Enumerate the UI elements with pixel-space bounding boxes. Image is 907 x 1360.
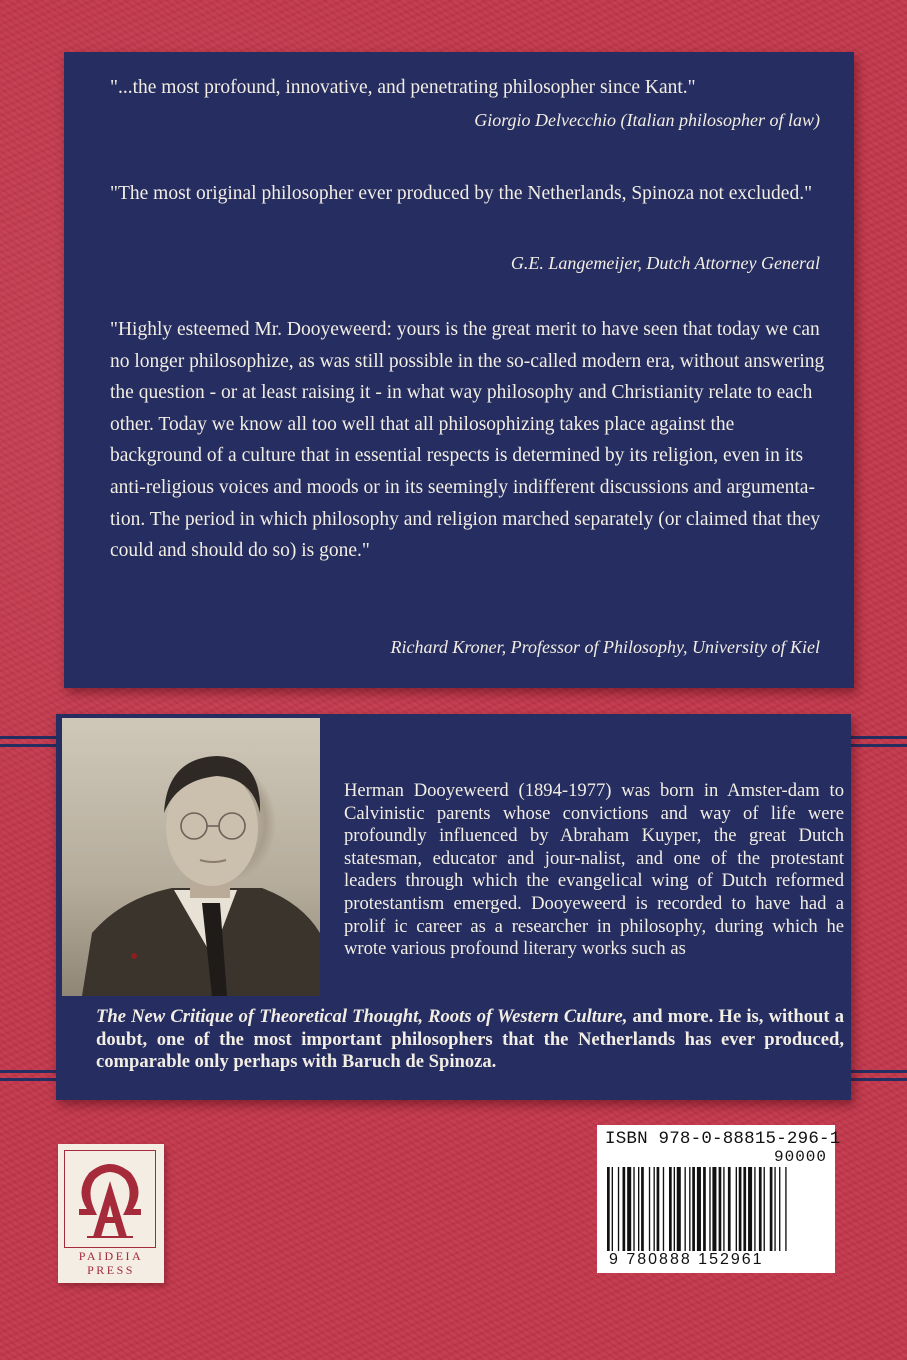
barcode-bar — [743, 1167, 746, 1251]
barcode-bar — [627, 1167, 631, 1251]
price-code: 90000 — [773, 1148, 827, 1166]
barcode-bar — [654, 1167, 655, 1251]
quote-text: "...the most profound, innovative, and penetrating philosopher since Kant." — [110, 77, 696, 98]
quotes-panel — [64, 52, 854, 688]
barcode-bar — [677, 1167, 681, 1251]
barcode-bar — [657, 1167, 660, 1251]
barcode-bar — [663, 1167, 664, 1251]
barcode-bar — [748, 1167, 752, 1251]
quote-text: "Highly esteemed Mr. Dooyeweerd: yours is the great merit to have seen that today we can no longer philosophize, as was still possible in the so-called modern era, without answering the question - or at least raising it - in what way philosophy and Christianity relate to each other. Today we know all too well that all philosophizing takes place against the background of a culture that in essential respects is determined by its religion, even in its anti-religious voices and moods or in its seemingly indifferent discussions and argumenta-tion. The period in which philosophy and religion marched separately (or claimed that they could and should do so) is gone." — [110, 319, 825, 562]
barcode-bar — [736, 1167, 737, 1251]
barcode-bar — [685, 1167, 686, 1251]
barcode-bar — [779, 1167, 780, 1251]
barcode-bar — [638, 1167, 639, 1251]
barcode-bar — [641, 1167, 644, 1251]
biography-text-lower — [96, 1006, 844, 1074]
alpha-omega-icon — [65, 1151, 155, 1247]
barcode-bar — [712, 1167, 716, 1251]
barcode-bar — [764, 1167, 765, 1251]
quote-text: "The most original philosopher ever produced by the Netherlands, Spinoza not excluded." — [110, 183, 813, 204]
quote-attribution: Richard Kroner, Professor of Philosophy, University of Kiel — [390, 637, 820, 657]
isbn-barcode — [597, 1125, 841, 1273]
barcode-bar — [774, 1167, 775, 1251]
logo-frame — [64, 1150, 156, 1248]
author-portrait — [62, 718, 320, 996]
barcode-bar — [689, 1167, 690, 1251]
barcode-bar — [754, 1167, 755, 1251]
barcode-bar — [669, 1167, 672, 1251]
publisher-logo — [58, 1144, 164, 1283]
portrait-illustration — [62, 718, 320, 996]
works-titles: The New Critique of Theoretical Thought, Roots of Western Culture, — [96, 1006, 628, 1027]
barcode-bar — [674, 1167, 675, 1251]
biography-continuation: and more. He is, without a doubt, one of the most important philosophers that the Netherlands has ever produced, comparable only perhaps with Baruch de Spinoza. — [96, 1006, 845, 1073]
isbn-number: ISBN 978-0-88815-296-1 — [605, 1129, 841, 1149]
barcode-bar — [770, 1167, 773, 1251]
barcode-bar — [692, 1167, 695, 1251]
barcode-bar — [703, 1167, 706, 1251]
barcode-bar — [728, 1167, 731, 1251]
barcode-bar — [612, 1167, 613, 1251]
barcode-bar — [739, 1167, 742, 1251]
biography-text-upper: Herman Dooyeweerd (1894-1977) was born in Amster-dam to Calvinistic parents whose convictions and way of life were profoundly influenced by Abraham Kuyper, the great Dutch statesman, educator and jour-nalist, and one of the protestant leaders through which the evangelical wing of Dutch reformed protestantism emerged. Dooyeweerd is recorded to have had a prolif ic career as a researcher in philosophy, during which he wrote various profound literary works such as — [344, 780, 844, 960]
barcode-bar — [623, 1167, 626, 1251]
barcode-bar — [723, 1167, 724, 1251]
barcode-bar — [697, 1167, 701, 1251]
barcode-bars — [607, 1167, 825, 1251]
quote-attribution: G.E. Langemeijer, Dutch Attorney General — [510, 253, 820, 273]
barcode-bar — [618, 1167, 619, 1251]
barcode-bar — [759, 1167, 762, 1251]
barcode-bar — [607, 1167, 610, 1251]
barcode-bar — [709, 1167, 710, 1251]
quote-attribution: Giorgio Delvecchio (Italian philosopher of law) — [474, 110, 820, 130]
barcode-bar — [649, 1167, 650, 1251]
publisher-name-line2: PRESS — [87, 1263, 135, 1277]
ean-number: 9 780888 152961 — [609, 1251, 764, 1268]
barcode-bar — [719, 1167, 722, 1251]
barcode-bar — [785, 1167, 786, 1251]
publisher-name-line1: PAIDEIA — [78, 1249, 144, 1263]
barcode-bar — [633, 1167, 634, 1251]
